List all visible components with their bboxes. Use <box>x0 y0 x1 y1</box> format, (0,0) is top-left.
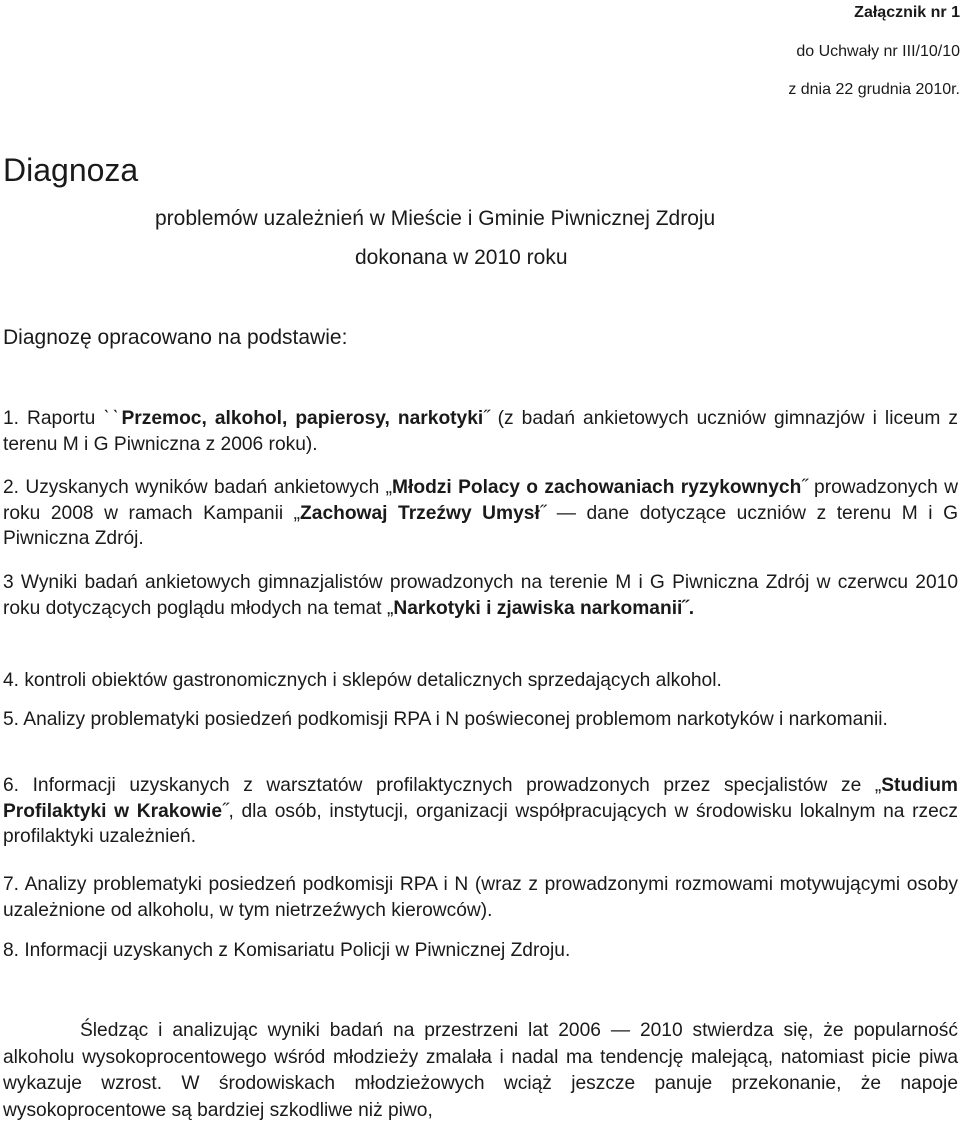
list-item-3: 3 Wyniki badań ankietowych gimnazjalistów prowadzonych na terenie M i G Piwniczna Zdrój w czerwcu 2010 roku dotyczących poglądu młodych na temat „Narkotyki i zjawiska narkomanii˝. <box>3 572 958 619</box>
list-item-1: 1. Raportu ˋˋPrzemoc, alkohol, papierosy, narkotyki˝ (z badań ankietowych uczniów gimnazjów i liceum z terenu M i G Piwniczna z 2006 roku). <box>3 408 958 455</box>
document-subtitle-year: dokonana w 2010 roku <box>355 246 568 269</box>
document-title: Diagnoza <box>3 152 139 188</box>
document-subtitle: problemów uzależnień w Mieście i Gminie Piwnicznej Zdroju <box>155 207 716 230</box>
basis-label: Diagnozę opracowano na podstawie: <box>3 326 348 349</box>
closing-paragraph: Śledząc i analizując wyniki badań na przestrzeni lat 2006 — 2010 stwierdza się, że popularność alkoholu wysokoprocentowego wśród młodzieży zmalała i nadal ma tendencję malejącą, natomiast picie piwa wykazuje wzrost. W środowiskach młodzieżowych wciąż jeszcze panuje przekonanie, że napoje wysokoprocentowe są bardziej szkodliwe niż piwo, <box>3 1020 958 1121</box>
list-item-8: 8. Informacji uzyskanych z Komisariatu Policji w Piwnicznej Zdroju. <box>3 940 571 961</box>
list-item-2: 2. Uzyskanych wyników badań ankietowych „Młodzi Polacy o zachowaniach ryzykownych˝ prowadzonych w roku 2008 w ramach Kampanii „Zachowaj Trzeźwy Umysł˝ — dane dotyczące uczniów z terenu M i G Piwniczna Zdrój. <box>3 477 958 549</box>
list-item-5: 5. Analizy problematyki posiedzeń podkomisji RPA i N poświeconej problemom narkotyków i narkomanii. <box>3 709 888 730</box>
list-item-6: 6. Informacji uzyskanych z warsztatów profilaktycznych prowadzonych przez specjalistów ze „Studium Profilaktyki w Krakowie˝, dla osób, instytucji, organizacji współpracujących w środowisku lokalnym na rzecz profilaktyki uzależnień. <box>3 775 958 847</box>
list-item-7: 7. Analizy problematyki posiedzeń podkomisji RPA i N (wraz z prowadzonymi rozmowami motywującymi osoby uzależnione od alkoholu, w tym nietrzeźwych kierowców). <box>3 874 958 921</box>
annex-resolution: do Uchwały nr III/10/10 <box>796 43 960 60</box>
annex-date: z dnia 22 grudnia 2010r. <box>788 81 960 98</box>
list-item-4: 4. kontroli obiektów gastronomicznych i sklepów detalicznych sprzedających alkohol. <box>3 670 722 691</box>
annex-title: Załącznik nr 1 <box>854 4 960 21</box>
